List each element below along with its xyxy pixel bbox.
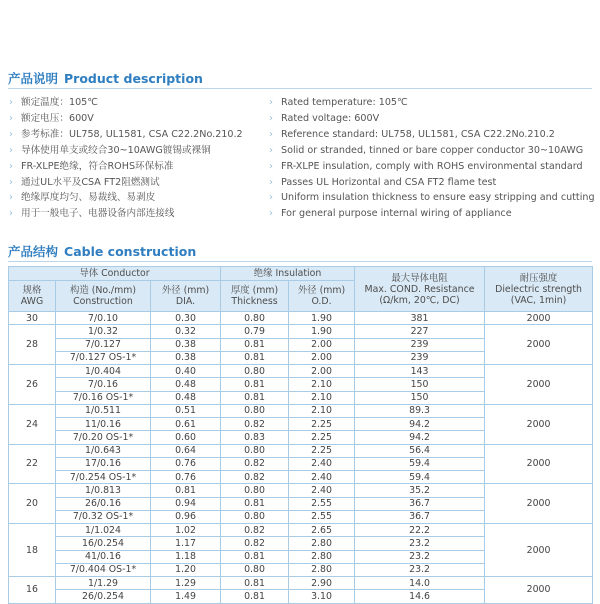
awg-cell: 18 <box>9 524 56 577</box>
description-text-en: Solid or stranded, tinned or bare copper conductor 30~10AWG <box>281 144 584 156</box>
product-description-title-cn: 产品说明 <box>8 71 59 86</box>
description-item-en <box>269 175 594 191</box>
description-item-cn <box>9 190 259 206</box>
construction-cell: 7/0.20 OS-1* <box>56 431 151 444</box>
dielectric-header-line: Dielectric strength <box>495 283 582 295</box>
od-cell: 2.80 <box>289 550 355 563</box>
product-description-title-en: Product description <box>64 71 203 86</box>
construction-cell: 1/0.511 <box>56 404 151 417</box>
thickness-header <box>221 281 289 312</box>
chevron-right-icon: › <box>269 208 273 220</box>
cable-spec-body <box>9 312 593 604</box>
dielectric-cell: 2000 <box>485 577 593 604</box>
thickness-cell: 0.81 <box>221 497 289 510</box>
construction-cell: 17/0.16 <box>56 457 151 470</box>
description-text-en: Reference standard: UL758, UL1581, CSA C22.2No.210.2 <box>281 128 555 140</box>
od-cell: 2.00 <box>289 351 355 364</box>
chevron-right-icon: › <box>9 144 13 156</box>
resistance-cell: 381 <box>355 312 485 325</box>
thickness-cell: 0.82 <box>221 537 289 550</box>
resistance-cell: 23.2 <box>355 537 485 550</box>
dia-header <box>151 281 221 312</box>
description-item-en <box>269 127 594 143</box>
thickness-cell: 0.80 <box>221 404 289 417</box>
cable-construction-title <box>8 242 196 260</box>
thickness-cell: 0.82 <box>221 471 289 484</box>
chevron-right-icon: › <box>269 176 273 188</box>
resistance-cell: 143 <box>355 365 485 378</box>
dia-cell: 0.81 <box>151 484 221 497</box>
dia-cell: 0.38 <box>151 351 221 364</box>
construction-cell: 7/0.16 OS-1* <box>56 391 151 404</box>
awg-header-line: AWG <box>20 296 44 307</box>
chevron-right-icon: › <box>269 144 273 156</box>
construction-cell: 1/0.32 <box>56 325 151 338</box>
description-item-cn <box>9 111 259 127</box>
resistance-cell: 94.2 <box>355 418 485 431</box>
dia-cell: 0.32 <box>151 325 221 338</box>
od-cell: 1.90 <box>289 325 355 338</box>
thickness-cell: 0.80 <box>221 484 289 497</box>
dielectric-header-line: 耐压强度 <box>519 272 558 284</box>
description-item-en <box>269 159 594 175</box>
dia-cell: 1.18 <box>151 550 221 563</box>
awg-cell: 22 <box>9 444 56 484</box>
construction-cell: 26/0.254 <box>56 590 151 603</box>
construction-cell: 26/0.16 <box>56 497 151 510</box>
od-cell: 2.55 <box>289 497 355 510</box>
section-divider <box>8 88 592 89</box>
description-text-en: Rated voltage: 600V <box>281 112 380 124</box>
dielectric-header-line: (VAC, 1min) <box>510 294 567 306</box>
resistance-header-line: 最大导体电阻 <box>391 272 448 284</box>
resistance-cell: 36.7 <box>355 497 485 510</box>
construction-cell: 1/0.813 <box>56 484 151 497</box>
description-text-cn: 导体使用单支或绞合30~10AWG镀锡或裸铜 <box>21 144 211 156</box>
resistance-header-line: (Ω/km, 20℃, DC) <box>379 294 460 306</box>
thickness-cell: 0.81 <box>221 550 289 563</box>
description-item-cn <box>9 143 259 159</box>
resistance-cell: 56.4 <box>355 444 485 457</box>
description-text-cn: 参考标准：UL758, UL1581, CSA C22.2No.210.2 <box>21 128 243 140</box>
description-text-cn: 绝缘厚度均匀、易裁线、易剥皮 <box>21 192 156 204</box>
thickness-cell: 0.81 <box>221 351 289 364</box>
dia-cell: 0.76 <box>151 471 221 484</box>
thickness-cell: 0.80 <box>221 563 289 576</box>
od-cell: 1.90 <box>289 312 355 325</box>
construction-cell: 1/1.29 <box>56 577 151 590</box>
thickness-cell: 0.82 <box>221 524 289 537</box>
description-text-cn: 额定温度：105℃ <box>21 97 99 108</box>
construction-cell: 7/0.127 OS-1* <box>56 351 151 364</box>
od-header-line: 外径 (mm) <box>297 285 346 296</box>
od-cell: 2.25 <box>289 418 355 431</box>
od-cell: 2.40 <box>289 457 355 470</box>
resistance-cell: 150 <box>355 378 485 391</box>
construction-cell: 1/0.404 <box>56 365 151 378</box>
awg-cell: 26 <box>9 365 56 405</box>
dia-cell: 1.02 <box>151 524 221 537</box>
thickness-cell: 0.80 <box>221 312 289 325</box>
awg-cell: 30 <box>9 312 56 325</box>
od-cell: 2.90 <box>289 577 355 590</box>
resistance-cell: 22.2 <box>355 524 485 537</box>
dia-cell: 1.49 <box>151 590 221 603</box>
awg-cell: 24 <box>9 404 56 444</box>
construction-cell: 41/0.16 <box>56 550 151 563</box>
resistance-cell: 94.2 <box>355 431 485 444</box>
dielectric-cell: 2000 <box>485 524 593 577</box>
thickness-cell: 0.80 <box>221 510 289 523</box>
description-text-en: Uniform insulation thickness to ensure easy stripping and cutting <box>281 192 595 204</box>
od-cell: 3.10 <box>289 590 355 603</box>
description-text-cn: 通过UL水平及CSA FT2阻燃测试 <box>21 176 160 188</box>
od-cell: 2.25 <box>289 444 355 457</box>
description-item-en <box>269 206 594 222</box>
insulation-header: 绝缘 Insulation <box>221 267 355 281</box>
table-row <box>9 577 593 590</box>
od-header-line: O.D. <box>311 296 332 307</box>
dia-cell: 0.60 <box>151 431 221 444</box>
thickness-header-line: Thickness <box>231 296 278 307</box>
construction-header <box>56 281 151 312</box>
chevron-right-icon: › <box>9 208 13 220</box>
construction-cell: 7/0.404 OS-1* <box>56 563 151 576</box>
thickness-cell: 0.81 <box>221 338 289 351</box>
description-item-cn <box>9 206 259 222</box>
construction-cell: 11/0.16 <box>56 418 151 431</box>
description-text-en: Passes UL Horizontal and CSA FT2 flame test <box>281 176 497 188</box>
dia-cell: 1.29 <box>151 577 221 590</box>
thickness-header-line: 厚度 (mm) <box>230 285 279 296</box>
dielectric-cell: 2000 <box>485 444 593 484</box>
od-cell: 2.80 <box>289 537 355 550</box>
resistance-cell: 35.2 <box>355 484 485 497</box>
construction-cell: 7/0.254 OS-1* <box>56 471 151 484</box>
description-text-en: For general purpose internal wiring of appliance <box>281 208 512 220</box>
construction-cell: 7/0.16 <box>56 378 151 391</box>
dia-cell: 0.38 <box>151 338 221 351</box>
construction-header-line: Construction <box>73 296 133 307</box>
resistance-cell: 59.4 <box>355 471 485 484</box>
description-text-en: FR-XLPE insulation, comply with ROHS environmental standard <box>281 160 583 172</box>
dia-cell: 1.17 <box>151 537 221 550</box>
dia-header-line: 外径 (mm) <box>161 285 210 296</box>
od-cell: 2.55 <box>289 510 355 523</box>
od-cell: 2.00 <box>289 365 355 378</box>
dia-header-line: DIA. <box>175 296 196 307</box>
thickness-cell: 0.81 <box>221 590 289 603</box>
table-row <box>9 312 593 325</box>
description-text-cn: 用于一般电子、电器设备内部连接线 <box>21 208 175 220</box>
od-cell: 2.25 <box>289 431 355 444</box>
table-row <box>9 484 593 497</box>
description-item-en <box>269 190 594 206</box>
dia-cell: 0.64 <box>151 444 221 457</box>
dia-cell: 0.48 <box>151 391 221 404</box>
table-row <box>9 444 593 457</box>
dia-cell: 1.20 <box>151 563 221 576</box>
description-item-cn <box>9 95 259 111</box>
awg-cell: 28 <box>9 325 56 365</box>
thickness-cell: 0.82 <box>221 418 289 431</box>
description-item-en <box>269 111 594 127</box>
resistance-cell: 23.2 <box>355 550 485 563</box>
description-item-cn <box>9 175 259 191</box>
awg-cell: 20 <box>9 484 56 524</box>
od-cell: 2.40 <box>289 484 355 497</box>
resistance-cell: 239 <box>355 338 485 351</box>
od-cell: 2.00 <box>289 338 355 351</box>
resistance-cell: 89.3 <box>355 404 485 417</box>
dielectric-header <box>485 267 593 312</box>
description-text-en: Rated temperature: 105℃ <box>281 97 408 108</box>
chevron-right-icon: › <box>9 128 13 140</box>
chevron-right-icon: › <box>269 97 273 108</box>
od-cell: 2.10 <box>289 378 355 391</box>
section-divider <box>8 261 592 262</box>
table-row <box>9 325 593 338</box>
description-list-en <box>269 95 594 222</box>
table-row <box>9 404 593 417</box>
table-row <box>9 365 593 378</box>
dia-cell: 0.76 <box>151 457 221 470</box>
od-header <box>289 281 355 312</box>
thickness-cell: 0.82 <box>221 457 289 470</box>
resistance-cell: 150 <box>355 391 485 404</box>
description-text-cn: FR-XLPE绝缘，符合ROHS环保标准 <box>21 160 174 172</box>
awg-header-line: 规格 <box>22 285 42 296</box>
cable-construction-title-cn: 产品结构 <box>8 244 59 259</box>
thickness-cell: 0.80 <box>221 444 289 457</box>
description-list-cn <box>9 95 259 222</box>
awg-header <box>9 281 56 312</box>
description-text-cn: 额定电压：600V <box>21 112 94 124</box>
chevron-right-icon: › <box>9 192 13 204</box>
dielectric-cell: 2000 <box>485 312 593 325</box>
construction-cell: 1/0.643 <box>56 444 151 457</box>
od-cell: 2.80 <box>289 563 355 576</box>
chevron-right-icon: › <box>269 160 273 172</box>
dielectric-cell: 2000 <box>485 484 593 524</box>
resistance-header <box>355 267 485 312</box>
thickness-cell: 0.81 <box>221 577 289 590</box>
construction-cell: 7/0.10 <box>56 312 151 325</box>
od-cell: 2.10 <box>289 391 355 404</box>
resistance-cell: 59.4 <box>355 457 485 470</box>
dia-cell: 0.94 <box>151 497 221 510</box>
resistance-cell: 36.7 <box>355 510 485 523</box>
construction-cell: 7/0.127 <box>56 338 151 351</box>
od-cell: 2.10 <box>289 404 355 417</box>
description-item-en <box>269 95 594 111</box>
description-item-cn <box>9 127 259 143</box>
od-cell: 2.40 <box>289 471 355 484</box>
dia-cell: 0.48 <box>151 378 221 391</box>
thickness-cell: 0.81 <box>221 378 289 391</box>
construction-cell: 1/1.024 <box>56 524 151 537</box>
resistance-header-line: Max. COND. Resistance <box>364 283 475 295</box>
chevron-right-icon: › <box>9 97 13 108</box>
dia-cell: 0.30 <box>151 312 221 325</box>
thickness-cell: 0.79 <box>221 325 289 338</box>
dielectric-cell: 2000 <box>485 365 593 405</box>
product-description-title <box>8 69 203 87</box>
description-item-en <box>269 143 594 159</box>
resistance-cell: 227 <box>355 325 485 338</box>
resistance-cell: 14.6 <box>355 590 485 603</box>
resistance-cell: 14.0 <box>355 577 485 590</box>
awg-cell: 16 <box>9 577 56 604</box>
thickness-cell: 0.81 <box>221 391 289 404</box>
dielectric-cell: 2000 <box>485 404 593 444</box>
dielectric-cell: 2000 <box>485 325 593 365</box>
chevron-right-icon: › <box>269 112 273 124</box>
description-item-cn <box>9 159 259 175</box>
construction-cell: 16/0.254 <box>56 537 151 550</box>
dia-cell: 0.61 <box>151 418 221 431</box>
chevron-right-icon: › <box>9 176 13 188</box>
conductor-header: 导体 Conductor <box>9 267 221 281</box>
chevron-right-icon: › <box>9 160 13 172</box>
cable-construction-title-en: Cable construction <box>64 244 197 259</box>
construction-header-line: 构造 (No./mm) <box>69 285 137 296</box>
chevron-right-icon: › <box>269 192 273 204</box>
dia-cell: 0.40 <box>151 365 221 378</box>
thickness-cell: 0.83 <box>221 431 289 444</box>
cable-spec-table <box>8 266 593 604</box>
chevron-right-icon: › <box>9 112 13 124</box>
dia-cell: 0.96 <box>151 510 221 523</box>
chevron-right-icon: › <box>269 128 273 140</box>
construction-cell: 7/0.32 OS-1* <box>56 510 151 523</box>
resistance-cell: 23.2 <box>355 563 485 576</box>
table-row <box>9 524 593 537</box>
dia-cell: 0.51 <box>151 404 221 417</box>
od-cell: 2.65 <box>289 524 355 537</box>
resistance-cell: 239 <box>355 351 485 364</box>
thickness-cell: 0.80 <box>221 365 289 378</box>
